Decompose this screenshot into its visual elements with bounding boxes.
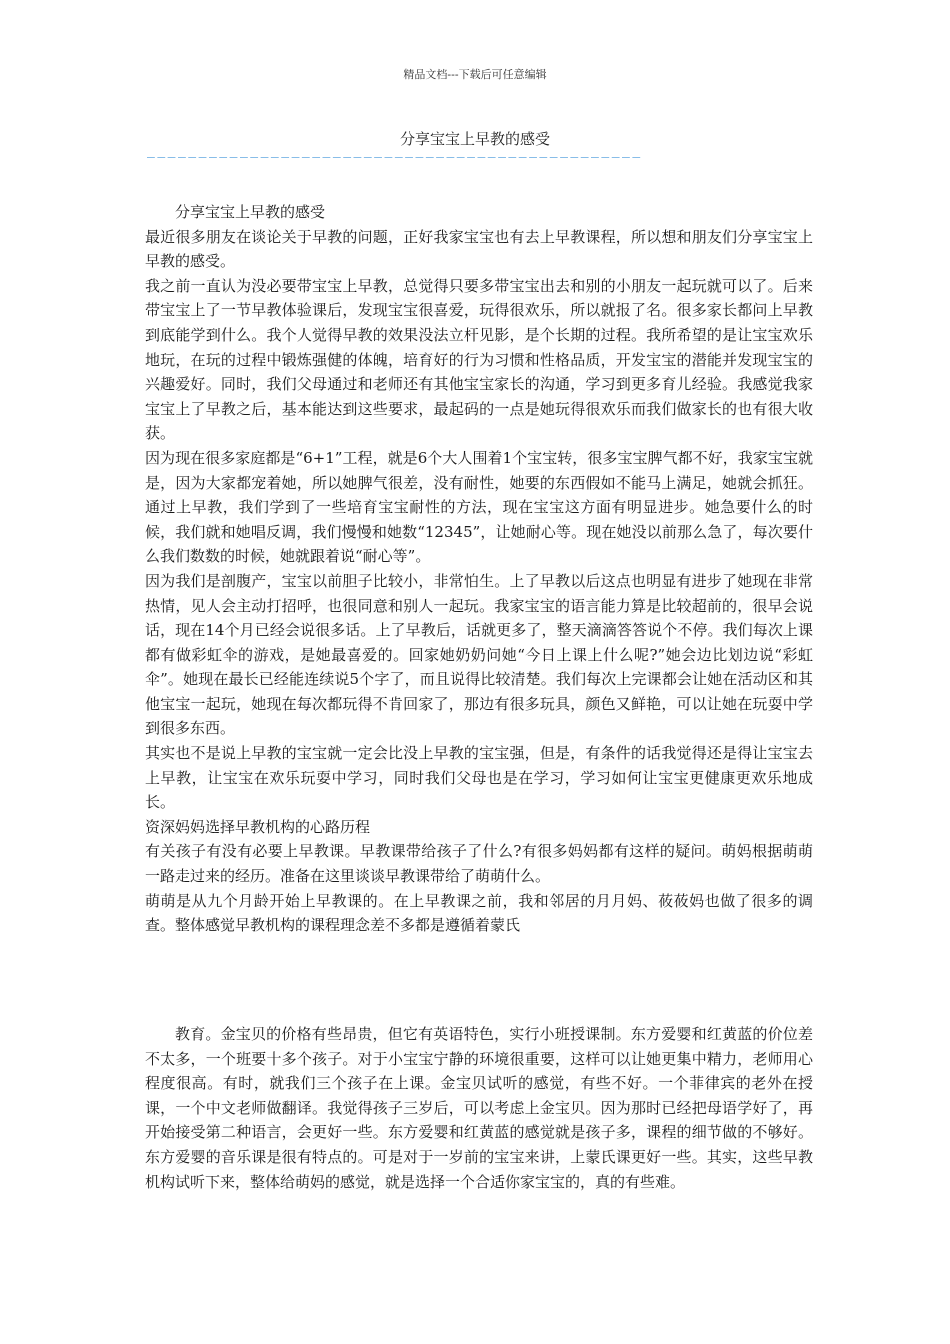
section-heading: 分享宝宝上早教的感受 — [175, 203, 326, 221]
paragraph: 教育。金宝贝的价格有些昂贵，但它有英语特色，实行小班授课制。东方爱婴和红黄蓝的价位差不太多，一个班要十多个孩子。对于小宝宝宁静的环境很重要，这样可以让她更集中精力，老师用心程度很高。有时，就我们三个孩子在上课。金宝贝试听的感觉，有些不好。一个菲律宾的老外在授课，一个中文老师做翻译。我觉得孩子三岁后，可以考虑上金宝贝。因为那时已经把母语学好了，再开始接受第二种语言，会更好一些。东方爱婴和红黄蓝的感觉就是孩子多，课程的细节做的不够好。东方爱婴的音乐课是很有特点的。可是对于一岁前的宝宝来讲，上蒙氏课更好一些。其实，这些早教机构试听下来，整体给萌妈的感觉，就是选择一个合适你家宝宝的，真的有些难。 — [145, 1025, 813, 1191]
body-section-2 — [145, 1022, 813, 1194]
paragraph: 因为现在很多家庭都是“6+1”工程，就是6个大人围着1个宝宝转，很多宝宝脾气都不好，我家宝宝就是，因为大家都宠着她，所以她脾气很差，没有耐性，她要的东西假如不能马上满足，她就会抓狂。通过上早教，我们学到了一些培育宝宝耐性的方法，现在宝宝这方面有明显进步。她急要什么的时候，我们就和她唱反调，我们慢慢和她数“12345”，让她耐心等。现在她没以前那么急了，每次要什么我们数数的时候，她就跟着说“耐心等”。 — [145, 448, 813, 566]
paragraph: 最近很多朋友在谈论关于早教的问题，正好我家宝宝也有去上早教课程，所以想和朋友们分享宝宝上早教的感受。 — [145, 227, 813, 271]
header-note: 精品文档---下载后可任意编辑 — [403, 68, 547, 81]
body-section-1 — [145, 200, 813, 938]
paragraph: 我之前一直认为没必要带宝宝上早教，总觉得只要多带宝宝出去和别的小朋友一起玩就可以了。后来带宝宝上了一节早教体验课后，发现宝宝很喜爱，玩得很欢乐，所以就报了名。很多家长都问上早教到底能学到什么。我个人觉得早教的效果没法立杆见影，是个长期的过程。我所希望的是让宝宝欢乐地玩，在玩的过程中锻炼强健的体魄，培育好的行为习惯和性格品质，开发宝宝的潜能并发现宝宝的兴趣爱好。同时，我们父母通过和老师还有其他宝宝家长的沟通，学习到更多育儿经验。我感觉我家宝宝上了早教之后，基本能达到这些要求，最起码的一点是她玩得很欢乐而我们做家长的也有很大收获。 — [145, 276, 813, 443]
paragraph: 其实也不是说上早教的宝宝就一定会比没上早教的宝宝强，但是，有条件的话我觉得还是得让宝宝去上早教，让宝宝在欢乐玩耍中学习，同时我们父母也是在学习，学习如何让宝宝更健康更欢乐地成长。 — [145, 744, 813, 812]
paragraph: 因为我们是剖腹产，宝宝以前胆子比较小，非常怕生。上了早教以后这点也明显有进步了她现在非常热情，见人会主动打招呼，也很同意和别人一起玩。我家宝宝的语言能力算是比较超前的，很早会说话，现在14个月已经会说很多话。上了早教后，话就更多了，整天滴滴答答说个不停。我们每次上课都有做彩虹伞的游戏，是她最喜爱的。回家她奶奶问她“今日上课上什么呢?”她会边比划边说“彩虹伞”。她现在最长已经能连续说5个字了，而且说得比较清楚。我们每次上完课都会让她在活动区和其他宝宝一起玩，她现在每次都玩得不肯回家了，那边有很多玩具，颜色又鲜艳，可以让她在玩耍中学到很多东西。 — [145, 571, 813, 738]
title-dashed-rule: ———————————————————————————————————————————————— — [147, 152, 643, 164]
paragraph: 萌萌是从九个月龄开始上早教课的。在上早教课之前，我和邻居的月月妈、莜莜妈也做了很多的调查。整体感觉早教机构的课程理念差不多都是遵循着蒙氏 — [145, 891, 813, 935]
document-title: 分享宝宝上早教的感受 — [399, 130, 550, 148]
paragraph: 有关孩子有没有必要上早教课。早教课带给孩子了什么?有很多妈妈都有这样的疑问。萌妈根据萌萌一路走过来的经历。准备在这里谈谈早教课带给了萌萌什么。 — [145, 842, 813, 886]
subheading: 资深妈妈选择早教机构的心路历程 — [145, 817, 371, 836]
